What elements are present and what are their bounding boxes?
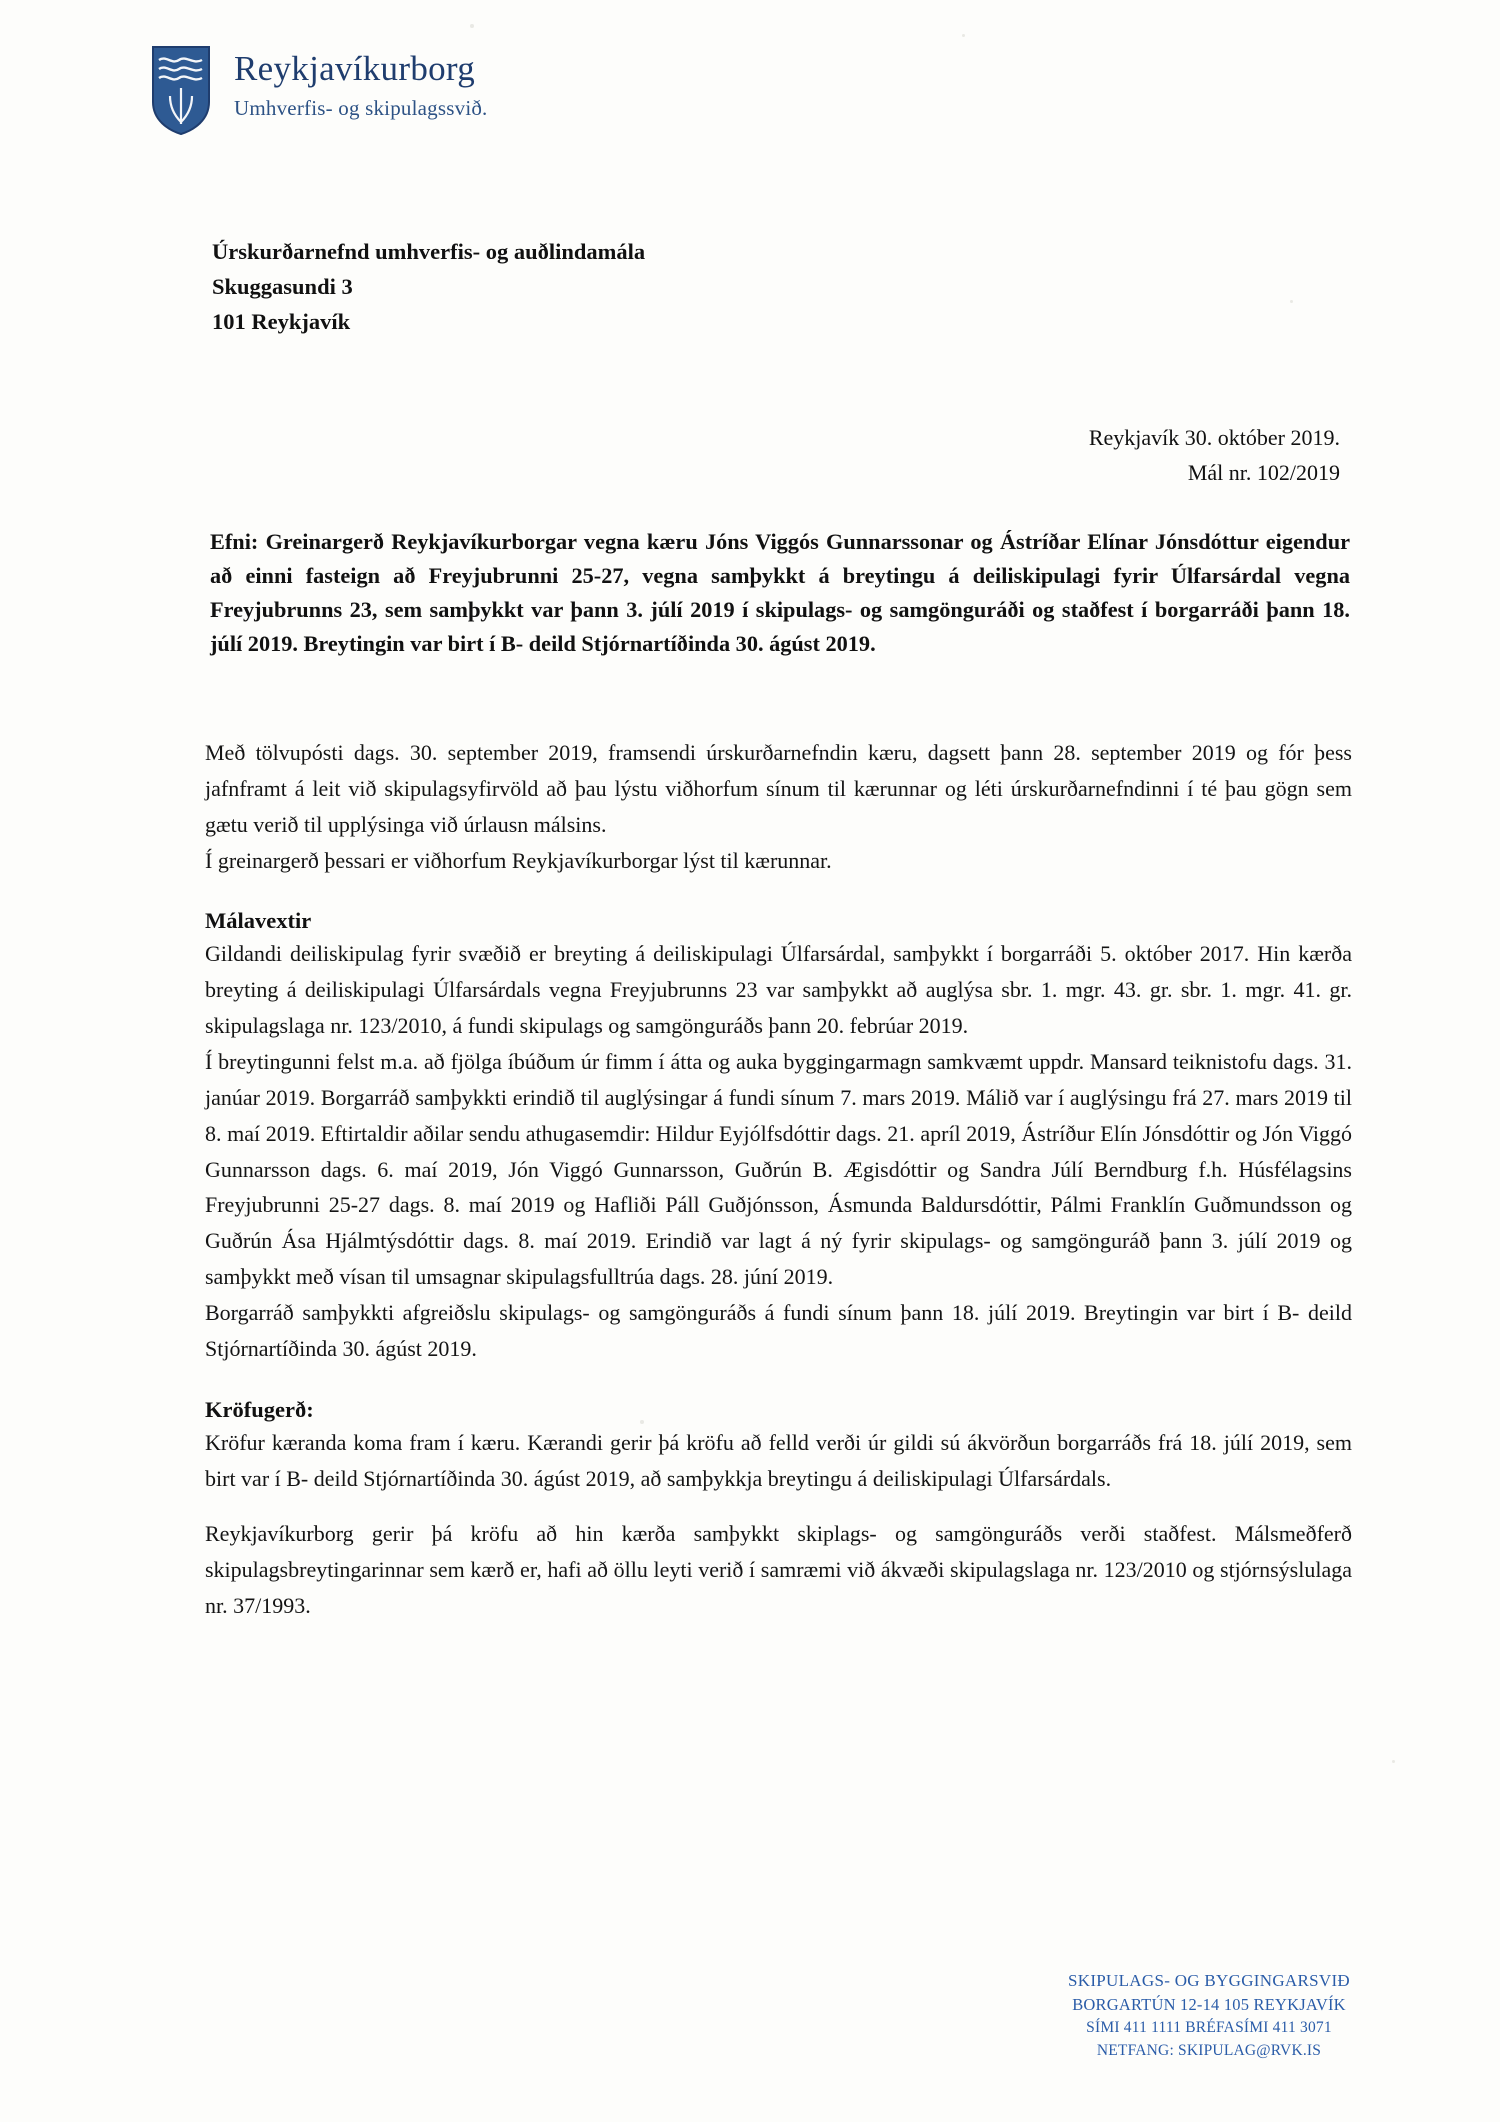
brand-block: [234, 44, 488, 121]
reykjavik-city-crest-icon: [150, 44, 212, 136]
intro-paragraph-1: Með tölvupósti dags. 30. september 2019, framsendi úrskurðarnefndin kæru, dagsett þann 28. september 2019 og fór þess jafnframt á leit við skipulagsyfirvöld að þau lýstu viðhorfum sínum til kærunnar og léti úrskurðarnefndinni í té þau gögn sem gætu verið til upplýsinga við úrlausn málsins.: [205, 740, 1352, 837]
footer-block: [1068, 1969, 1350, 2063]
krofugerd-paragraph-2: Reykjavíkurborg gerir þá kröfu að hin kærða samþykkt skiplags- og samgönguráðs verði staðfest. Málsmeðferð skipulagsbreytingarinnar sem kærð er, hafi að öllu leyti verið í samræmi við ákvæði skipulagslaga nr. 123/2010 og stjórnsýslulaga nr. 37/1993.: [205, 1521, 1352, 1619]
letterhead: [150, 44, 488, 136]
scan-speck: [1392, 1760, 1395, 1763]
footer-address: BORGARTÚN 12-14 105 REYKJAVÍK: [1072, 1995, 1346, 2015]
date-and-case-block: [1089, 420, 1340, 490]
subject-paragraph: Efni: Greinargerð Reykjavíkurborgar vegna kæru Jóns Viggós Gunnarssonar og Ástríðar Elínar Jónsdóttur eigendur að einni fasteign að Freyjubrunni 25-27, vegna samþykkt á breytingu á deiliskipulagi fyrir Úlfarsárdal vegna Freyjubrunns 23, sem samþykkt var þann 3. júlí 2019 í skipulags- og samgönguráði og staðfest í borgarráði þann 18. júlí 2019. Breytingin var birt í B- deild Stjórnartíðinda 30. ágúst 2019.: [210, 529, 1350, 657]
section-heading-krofugerd: Kröfugerð:: [205, 1396, 314, 1422]
footer-phone: SÍMI 411 1111 BRÉFASÍMI 411 3071: [1086, 2019, 1332, 2037]
malavextir-paragraph-1: Gildandi deiliskipulag fyrir svæðið er breyting á deiliskipulagi Úlfarsárdal, samþykkt í borgarráði 5. október 2017. Hin kærða breyting á deiliskipulagi Úlfarsárdals vegna Freyjubrunns 23 var samþykkt að auglýsa sbr. 1. mgr. 43. gr. sbr. 1. mgr. 41. gr. skipulagslaga nr. 123/2010, á fundi skipulags og samgönguráðs þann 20. febrúar 2019.: [205, 941, 1352, 1039]
scan-speck: [1290, 300, 1293, 303]
addressee-line-2: Skuggasundi 3: [212, 273, 353, 299]
krofugerd-paragraph-1: Kröfur kæranda koma fram í kæru. Kærandi gerir þá kröfu að felld verði úr gildi sú ákvörðun borgarráðs frá 18. júlí 2019, sem birt var í B- deild Stjórnartíðinda 30. ágúst 2019, að samþykkja breytingu á deiliskipulagi Úlfarsárdals.: [205, 1429, 1352, 1491]
place-and-date: Reykjavík 30. október 2019.: [1088, 425, 1340, 450]
organization-subtitle: Umhverfis- og skipulagssvið.: [234, 95, 488, 120]
document-body: [205, 735, 1352, 1624]
scan-speck: [470, 24, 474, 28]
organization-title: Reykjavíkurborg: [234, 49, 476, 88]
footer-department: SKIPULAGS- OG BYGGINGARSVIÐ: [1067, 1970, 1350, 1990]
scan-speck: [962, 34, 965, 37]
addressee-line-3: 101 Reykjavík: [212, 308, 351, 334]
addressee-line-1: Úrskurðarnefnd umhverfis- og auðlindamála: [212, 239, 646, 264]
malavextir-paragraph-3: Borgarráð samþykkti afgreiðslu skipulags- og samgönguráðs á fundi sínum þann 18. júlí 2019. Breytingin var birt í B- deild Stjórnartíðinda 30. ágúst 2019.: [205, 1300, 1352, 1361]
malavextir-paragraph-2: Í breytingunni felst m.a. að fjölga íbúðum úr fimm í átta og auka byggingarmagn samkvæmt uppdr. Mansard teiknistofu dags. 31. janúar 2019. Borgarráð samþykkti erindið til auglýsingar á fundi sínum 7. mars 2019. Málið var í auglýsingu frá 27. mars 2019 til 8. maí 2019. Eftirtaldir aðilar sendu athugasemdir: Hildur Eyjólfsdóttir dags. 21. apríl 2019, Ástríður Elín Jónsdóttir og Jón Viggó Gunnarsson dags. 6. maí 2019, Jón Viggó Gunnarsson, Guðrún B. Ægisdóttir og Sandra Júlí Berndburg f.h. Húsfélagsins Freyjubrunni 25-27 dags. 8. maí 2019 og Hafliði Páll Guðjónsson, Ásmunda Baldursdóttir, Pálmi Franklín Guðmundsson og Guðrún Ása Hjálmtýsdóttir dags. 8. maí 2019. Erindið var lagt á ný fyrir skipulags- og samgönguráð þann 3. júlí 2019 og samþykkt með vísan til umsagnar skipulagsfulltrúa dags. 28. júní 2019.: [205, 1049, 1352, 1290]
case-number: Mál nr. 102/2019: [1187, 460, 1340, 486]
intro-paragraph-2: Í greinargerð þessari er viðhorfum Reykjavíkurborgar lýst til kærunnar.: [205, 847, 832, 873]
section-heading-malavextir: Málavextir: [205, 908, 312, 934]
footer-email: NETFANG: SKIPULAG@RVK.IS: [1096, 2041, 1322, 2059]
addressee-block: [212, 235, 645, 340]
